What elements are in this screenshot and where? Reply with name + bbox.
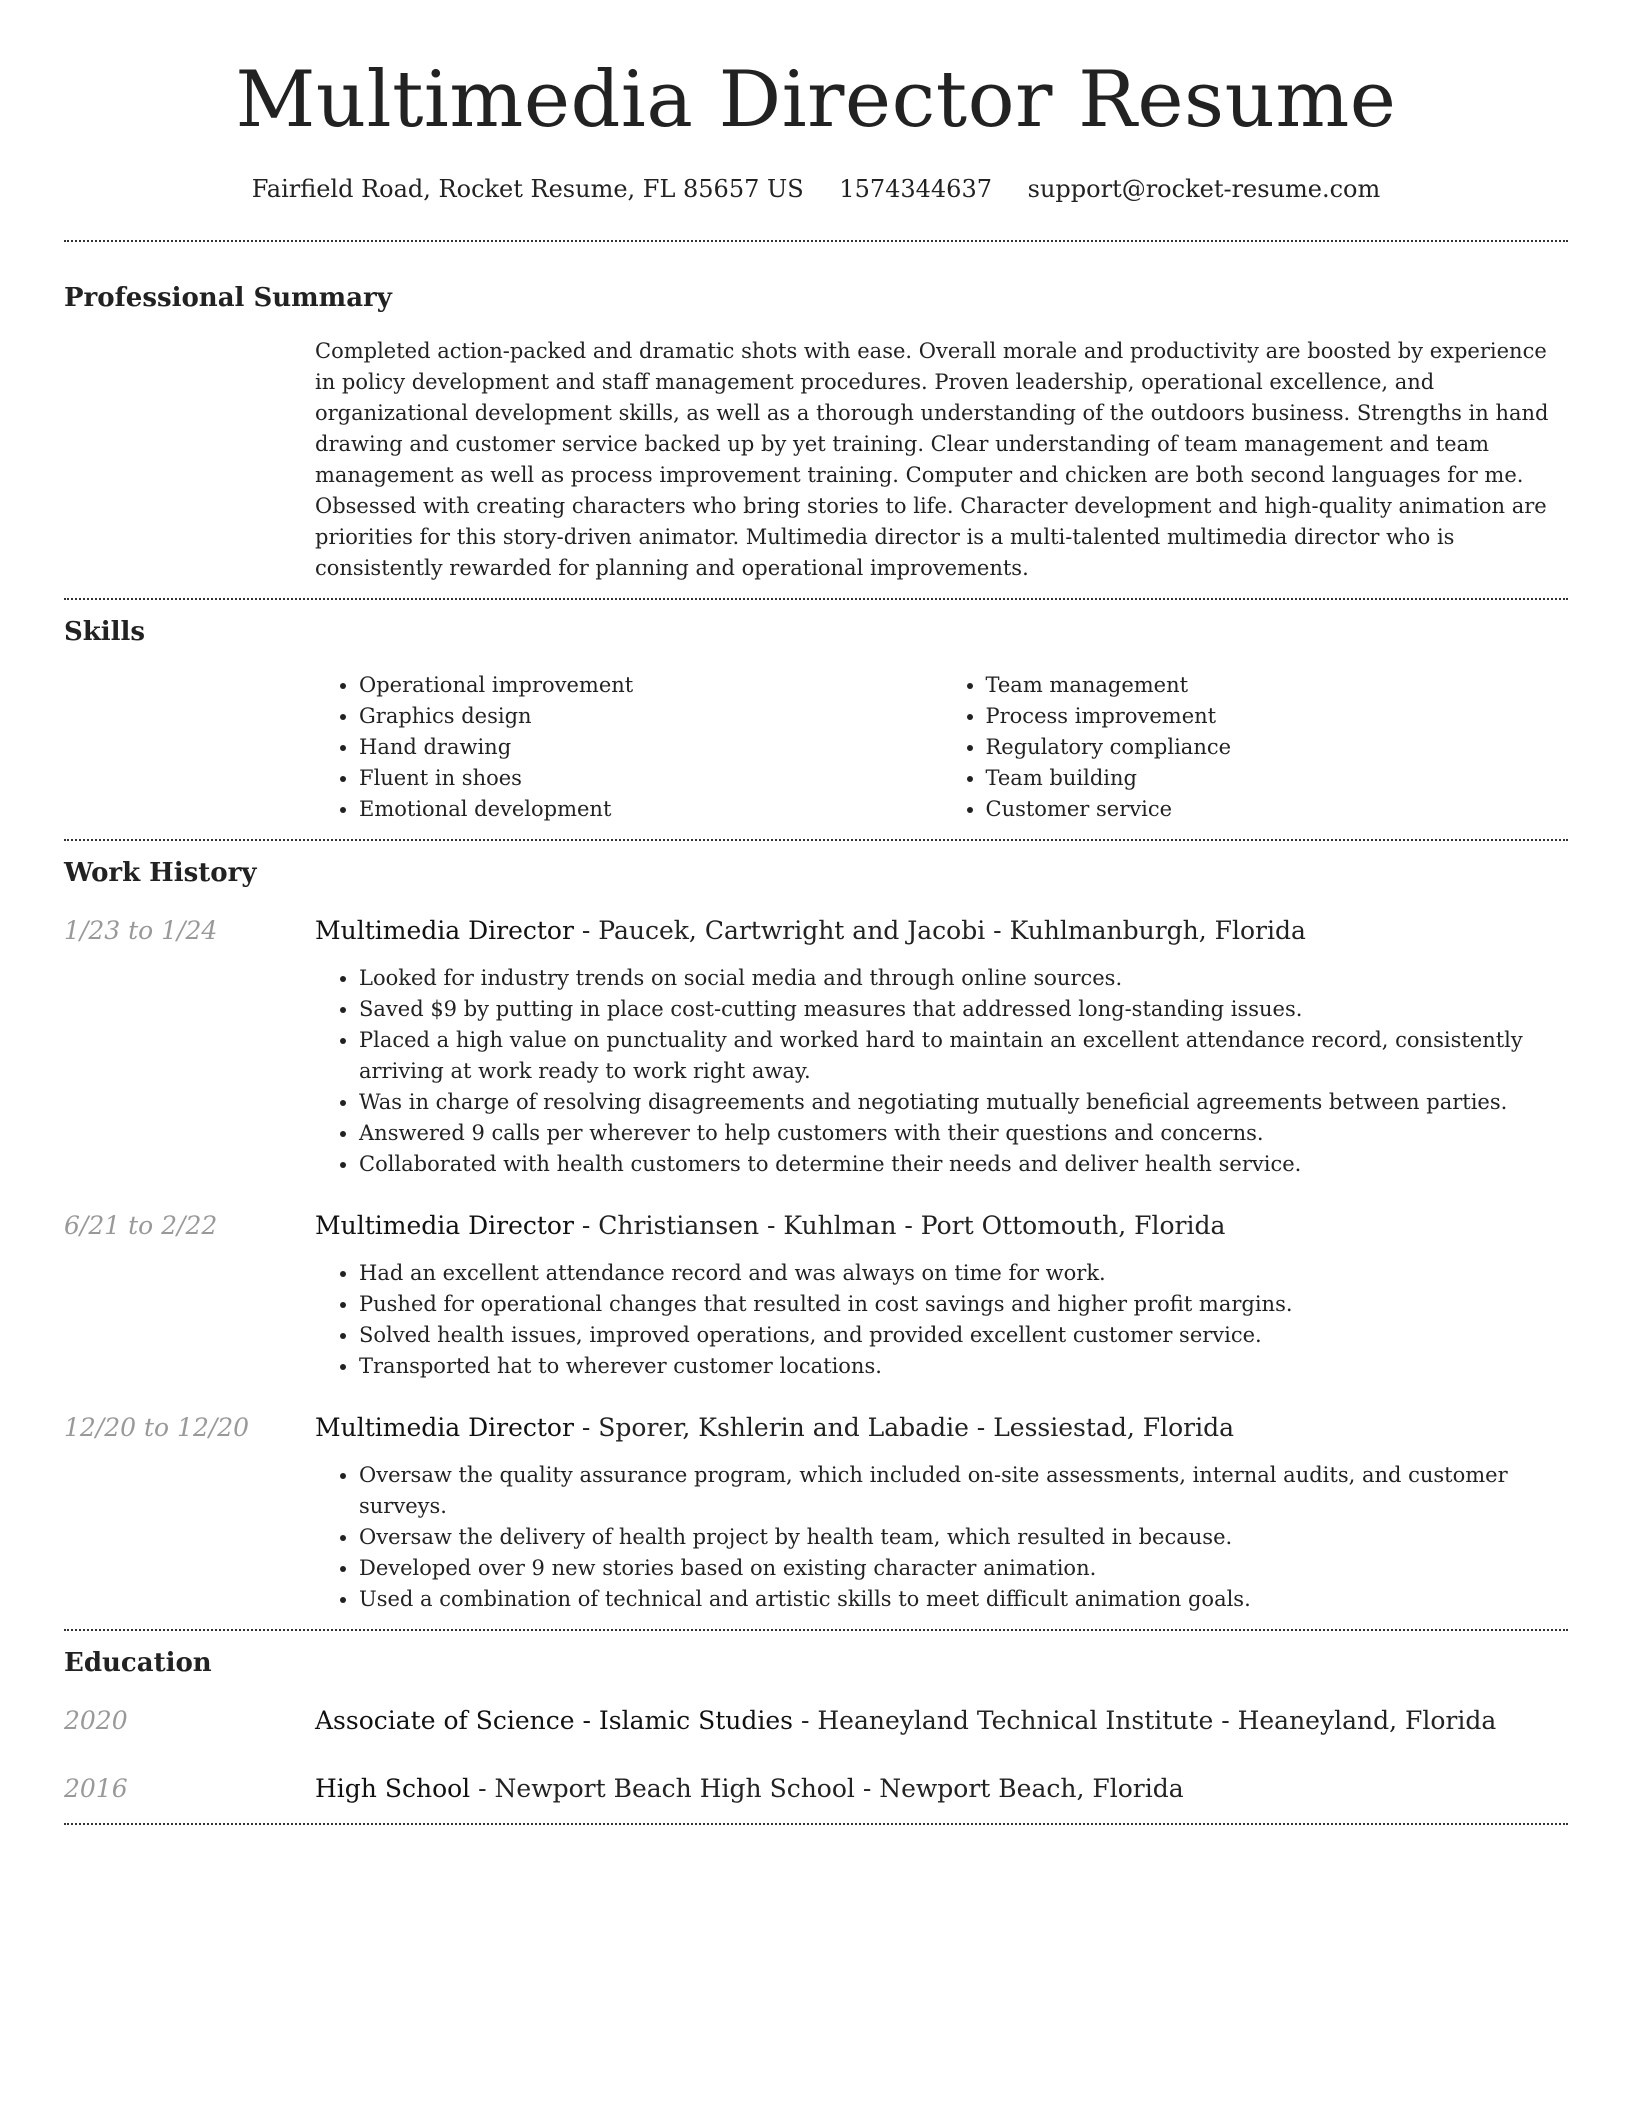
summary-section <box>64 282 1568 584</box>
job-bullets <box>315 1258 1568 1382</box>
job-bullet: • Looked for industry trends on social media and through online sources. <box>359 963 1568 994</box>
divider <box>64 598 1568 600</box>
education-entry <box>64 1705 1568 1737</box>
education-details: - Heaneyland Technical Institute - Heaneyland, Florida <box>793 1706 1497 1735</box>
education-year: 2016 <box>64 1774 128 1803</box>
work-section <box>64 857 1568 1615</box>
job-bullets <box>315 1460 1568 1615</box>
job-header <box>64 1412 1568 1444</box>
summary-text: Completed action-packed and dramatic shots with ease. Overall morale and productivity are boosted by experience in policy development and staff management procedures. Proven leadership, operational excellence, and organizational development skills, as well as a thorough understanding of the outdoors business. Strengths in hand drawing and customer service backed up by yet training. Clear understanding of team management and team management as well as process improvement training. Computer and chicken are both second languages for me. Obsessed with creating characters who bring stories to life. Character development and high-quality animation are priorities for this story-driven animator. Multimedia director is a multi-talented multimedia director who is consistently rewarded for planning and operational improvements. <box>315 339 1549 580</box>
contact-email[interactable]: support@rocket-resume.com <box>1027 175 1381 203</box>
skill-item: • Operational improvement <box>359 670 942 701</box>
job-title-line <box>315 915 1306 947</box>
job-details: - Paucek, Cartwright and Jacobi - Kuhlmanburgh, Florida <box>573 916 1306 945</box>
job-bullet: • Transported hat to wherever customer locations. <box>359 1351 1568 1382</box>
job-entry <box>64 1412 1568 1615</box>
divider <box>64 1823 1568 1825</box>
summary-heading: Professional Summary <box>64 283 392 313</box>
job-bullet: • Answered 9 calls per wherever to help customers with their questions and concerns. <box>359 1118 1568 1149</box>
job-bullet: • Had an excellent attendance record and was always on time for work. <box>359 1258 1568 1289</box>
job-bullet: • Developed over 9 new stories based on existing character animation. <box>359 1553 1568 1584</box>
skill-item: • Graphics design <box>359 701 942 732</box>
resume-title: Multimedia Director Resume <box>235 55 1397 145</box>
education-heading: Education <box>64 1648 212 1678</box>
job-bullet: • Oversaw the delivery of health project by health team, which resulted in because. <box>359 1522 1568 1553</box>
job-bullets <box>315 963 1568 1180</box>
job-bullet: • Collaborated with health customers to determine their needs and deliver health service. <box>359 1149 1568 1180</box>
skill-item: • Customer service <box>986 794 1569 825</box>
divider <box>64 1629 1568 1631</box>
job-entry <box>64 1210 1568 1382</box>
job-entry <box>64 915 1568 1180</box>
skills-grid <box>315 670 1568 825</box>
education-degree: High School <box>315 1774 471 1803</box>
education-entry <box>64 1773 1568 1805</box>
job-title-line <box>315 1412 1234 1444</box>
skill-item: • Process improvement <box>986 701 1569 732</box>
job-details: - Christiansen - Kuhlman - Port Ottomouth, Florida <box>573 1211 1226 1240</box>
skills-heading: Skills <box>64 617 146 647</box>
education-section <box>64 1647 1568 1805</box>
job-dates: 6/21 to 2/22 <box>64 1211 218 1240</box>
divider <box>64 240 1568 242</box>
job-bullet: • Pushed for operational changes that resulted in cost savings and higher profit margins. <box>359 1289 1568 1320</box>
job-header <box>64 1210 1568 1242</box>
education-title-line <box>315 1773 1184 1805</box>
skill-item: • Fluent in shoes <box>359 763 942 794</box>
job-role: Multimedia Director <box>315 1211 574 1240</box>
skill-item: • Regulatory compliance <box>986 732 1569 763</box>
work-heading: Work History <box>64 858 257 888</box>
job-role: Multimedia Director <box>315 1413 574 1442</box>
job-bullet: • Solved health issues, improved operations, and provided excellent customer service. <box>359 1320 1568 1351</box>
skills-section <box>64 616 1568 825</box>
skill-item: • Hand drawing <box>359 732 942 763</box>
summary-body <box>315 336 1568 584</box>
divider <box>64 839 1568 841</box>
contact-address: Fairfield Road, Rocket Resume, FL 85657 US <box>251 175 804 203</box>
job-bullet: • Was in charge of resolving disagreements and negotiating mutually beneficial agreements between parties. <box>359 1087 1568 1118</box>
job-dates: 1/23 to 1/24 <box>64 916 218 945</box>
job-header <box>64 915 1568 947</box>
contact-line <box>64 174 1568 204</box>
job-bullet: • Oversaw the quality assurance program, which included on-site assessments, internal audits, and customer surveys. <box>359 1460 1568 1522</box>
education-details: - Newport Beach High School - Newport Beach, Florida <box>470 1774 1184 1803</box>
education-year: 2020 <box>64 1706 128 1735</box>
skill-item: • Team building <box>986 763 1569 794</box>
job-bullet: • Used a combination of technical and artistic skills to meet difficult animation goals. <box>359 1584 1568 1615</box>
job-title-line <box>315 1210 1225 1242</box>
job-role: Multimedia Director <box>315 916 574 945</box>
skill-item: • Emotional development <box>359 794 942 825</box>
skills-list-right <box>942 670 1569 825</box>
job-bullet: • Saved $9 by putting in place cost-cutting measures that addressed long-standing issues. <box>359 994 1568 1025</box>
job-dates: 12/20 to 12/20 <box>64 1413 250 1442</box>
education-title-line <box>315 1705 1496 1737</box>
job-details: - Sporer, Kshlerin and Labadie - Lessiestad, Florida <box>573 1413 1234 1442</box>
skills-list-left <box>315 670 942 825</box>
skill-item: • Team management <box>986 670 1569 701</box>
education-degree: Associate of Science - Islamic Studies <box>315 1706 794 1735</box>
job-bullet: • Placed a high value on punctuality and worked hard to maintain an excellent attendance record, consistently arriving at work ready to work right away. <box>359 1025 1568 1087</box>
contact-phone: 1574344637 <box>839 175 992 203</box>
